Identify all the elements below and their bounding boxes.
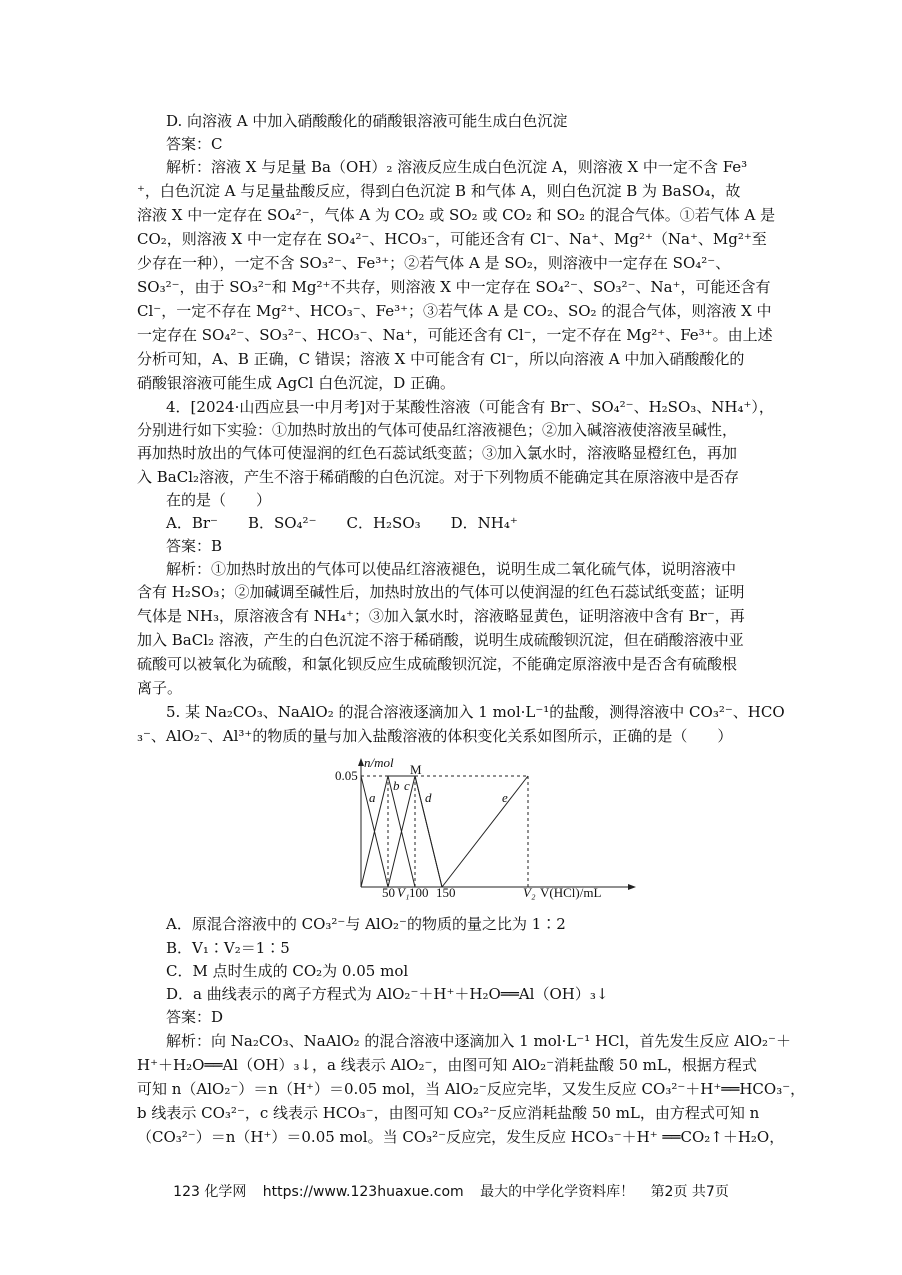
text-line: 一定存在 SO₄²⁻、SO₃²⁻、HCO₃⁻、Na⁺，可能还含有 Cl⁻，一定不存在 Mg²⁺、Fe³⁺。由上述 bbox=[137, 326, 773, 344]
text-line: H⁺＋H₂O══Al（OH）₃↓，a 线表示 AlO₂⁻，由图可知 AlO₂⁻消耗盐酸 50 mL，根据方程式 bbox=[137, 1056, 757, 1074]
text-line: 在的是（ ） bbox=[166, 491, 272, 509]
curve-d-label: d bbox=[425, 790, 432, 805]
text-line: b 线表示 CO₃²⁻，c 线表示 HCO₃⁻，由图可知 CO₃²⁻反应消耗盐酸 50 mL，由方程式可知 n bbox=[137, 1104, 760, 1122]
text-line: 分析可知，A、B 正确，C 错误；溶液 X 中可能含有 Cl⁻，所以向溶液 A 中加入硝酸酸化的 bbox=[137, 350, 745, 368]
y-axis-label: n/mol bbox=[364, 755, 394, 770]
curve-b-label: b bbox=[393, 778, 400, 793]
text-line: A．Br⁻ B．SO₄²⁻ C．H₂SO₃ D．NH₄⁺ bbox=[166, 514, 518, 532]
text-line: SO₃²⁻，由于 SO₃²⁻和 Mg²⁺不共存，则溶液 X 中一定存在 SO₄²⁻、SO₃²⁻、Na⁺，可能还含有 bbox=[137, 278, 771, 296]
text-line: D. 向溶液 A 中加入硝酸酸化的硝酸银溶液可能生成白色沉淀 bbox=[166, 112, 568, 130]
curve-c-label: c bbox=[404, 778, 410, 793]
text-line: 少存在一种），一定不含 SO₃²⁻、Fe³⁺；②若气体 A 是 SO₂，则溶液中一定存在 SO₄²⁻、 bbox=[137, 254, 731, 272]
page-footer bbox=[0, 1181, 902, 1201]
x-axis-label: V(HCl)/mL bbox=[540, 885, 602, 900]
text-line: 入 BaCl₂溶液，产生不溶于稀硝酸的白色沉淀。对于下列物质不能确定其在原溶液中是否存 bbox=[137, 468, 740, 486]
text-line: ⁺，白色沉淀 A 与足量盐酸反应，得到白色沉淀 B 和气体 A，则白色沉淀 B 为 BaSO₄，故 bbox=[137, 182, 741, 200]
x-tick-50: 50 bbox=[382, 885, 395, 900]
text-line: 分别进行如下实验：①加热时放出的气体可使品红溶液褪色；②加入碱溶液使溶液呈碱性， bbox=[137, 421, 738, 439]
x-tick-150: 150 bbox=[436, 885, 456, 900]
text-line: 硝酸银溶液可能生成 AgCl 白色沉淀，D 正确。 bbox=[137, 374, 456, 392]
text-line: Cl⁻，一定不存在 Mg²⁺、HCO₃⁻、Fe³⁺；③若气体 A 是 CO₂、SO₂ 的混合气体，则溶液 X 中 bbox=[137, 302, 772, 320]
text-line: C．M 点时生成的 CO₂为 0.05 mol bbox=[166, 962, 409, 980]
x-tick-100: 100 bbox=[409, 885, 429, 900]
text-line: 溶液 X 中一定存在 SO₄²⁻，气体 A 为 CO₂ 或 SO₂ 或 CO₂ 和 SO₂ 的混合气体。①若气体 A 是 bbox=[137, 206, 776, 224]
footer-url[interactable]: https://www.123huaxue.com bbox=[262, 1184, 464, 1200]
text-line: 解析：①加热时放出的气体可以使品红溶液褪色，说明生成二氧化硫气体，说明溶液中 bbox=[166, 560, 737, 578]
curve-e-label: e bbox=[502, 790, 508, 805]
text-line: A．原混合溶液中的 CO₃²⁻与 AlO₂⁻的物质的量之比为 1∶2 bbox=[166, 915, 566, 933]
text-line: D．a 曲线表示的离子方程式为 AlO₂⁻＋H⁺＋H₂O══Al（OH）₃↓ bbox=[166, 985, 609, 1003]
point-m-label: M bbox=[410, 762, 422, 777]
curve-e bbox=[442, 776, 528, 887]
text-line: 答案：C bbox=[166, 135, 223, 153]
text-line: 答案：D bbox=[166, 1008, 224, 1026]
text-line: B．V₁∶V₂＝1∶5 bbox=[166, 939, 290, 957]
x-axis-arrow bbox=[628, 884, 636, 890]
y-tick-label: 0.05 bbox=[335, 768, 358, 783]
text-line: 4．[2024·山西应县一中月考]对于某酸性溶液（可能含有 Br⁻、SO₄²⁻、H₂SO₃、NH₄⁺）， bbox=[166, 398, 774, 416]
text-line: CO₂，则溶液 X 中一定存在 SO₄²⁻、HCO₃⁻，可能还含有 Cl⁻、Na⁺、Mg²⁺（Na⁺、Mg²⁺至 bbox=[137, 230, 767, 248]
x-tick-v2: V₂ bbox=[523, 885, 536, 900]
text-line: 离子。 bbox=[137, 679, 183, 697]
curve-a-label: a bbox=[369, 790, 376, 805]
text-line: 硫酸可以被氧化为硫酸，和氯化钡反应生成硫酸钡沉淀，不能确定原溶液中是否含有硫酸根 bbox=[137, 655, 738, 673]
footer-site: 123 化学网 bbox=[173, 1184, 247, 1200]
x-tick-v1: V₁ bbox=[397, 885, 410, 900]
footer-slogan: 最大的中学化学资料库！ bbox=[480, 1184, 635, 1200]
text-line: 加入 BaCl₂ 溶液，产生的白色沉淀不溶于稀硝酸，说明生成硫酸钡沉淀，但在硝酸溶液中亚 bbox=[137, 631, 744, 649]
text-line: 气体是 NH₃，原溶液含有 NH₄⁺；③加入氯水时，溶液略显黄色，证明溶液中含有 Br⁻，再 bbox=[137, 607, 745, 625]
footer-page: 第2页 共7页 bbox=[650, 1184, 729, 1200]
text-line: 再加热时放出的气体可使湿润的红色石蕊试纸变蓝；③加入氯水时，溶液略显橙红色，再加 bbox=[137, 444, 738, 462]
text-line: 答案：B bbox=[166, 537, 223, 555]
text-line: 解析：向 Na₂CO₃、NaAlO₂ 的混合溶液中逐滴加入 1 mol·L⁻¹ HCl，首先发生反应 AlO₂⁻＋ bbox=[166, 1032, 791, 1050]
text-line: 5. 某 Na₂CO₃、NaAlO₂ 的混合溶液逐滴加入 1 mol·L⁻¹的盐酸，测得溶液中 CO₃²⁻、HCO bbox=[166, 703, 785, 721]
text-line: 解析：溶液 X 与足量 Ba（OH）₂ 溶液反应生成白色沉淀 A，则溶液 X 中一定不含 Fe³ bbox=[166, 158, 748, 176]
text-line: ₃⁻、AlO₂⁻、Al³⁺的物质的量与加入盐酸溶液的体积变化关系如图所示，正确的是（ ） bbox=[137, 727, 733, 745]
text-line: 含有 H₂SO₃；②加碱调至碱性后，加热时放出的气体可以使润湿的红色石蕊试纸变蓝；证明 bbox=[137, 583, 745, 601]
text-line: 可知 n（AlO₂⁻）＝n（H⁺）＝0.05 mol，当 AlO₂⁻反应完毕，又发生反应 CO₃²⁻＋H⁺══HCO₃⁻， bbox=[137, 1080, 806, 1098]
text-line: （CO₃²⁻）＝n（H⁺）＝0.05 mol。当 CO₃²⁻反应完，发生反应 HCO₃⁻＋H⁺ ══CO₂↑＋H₂O， bbox=[137, 1128, 785, 1146]
